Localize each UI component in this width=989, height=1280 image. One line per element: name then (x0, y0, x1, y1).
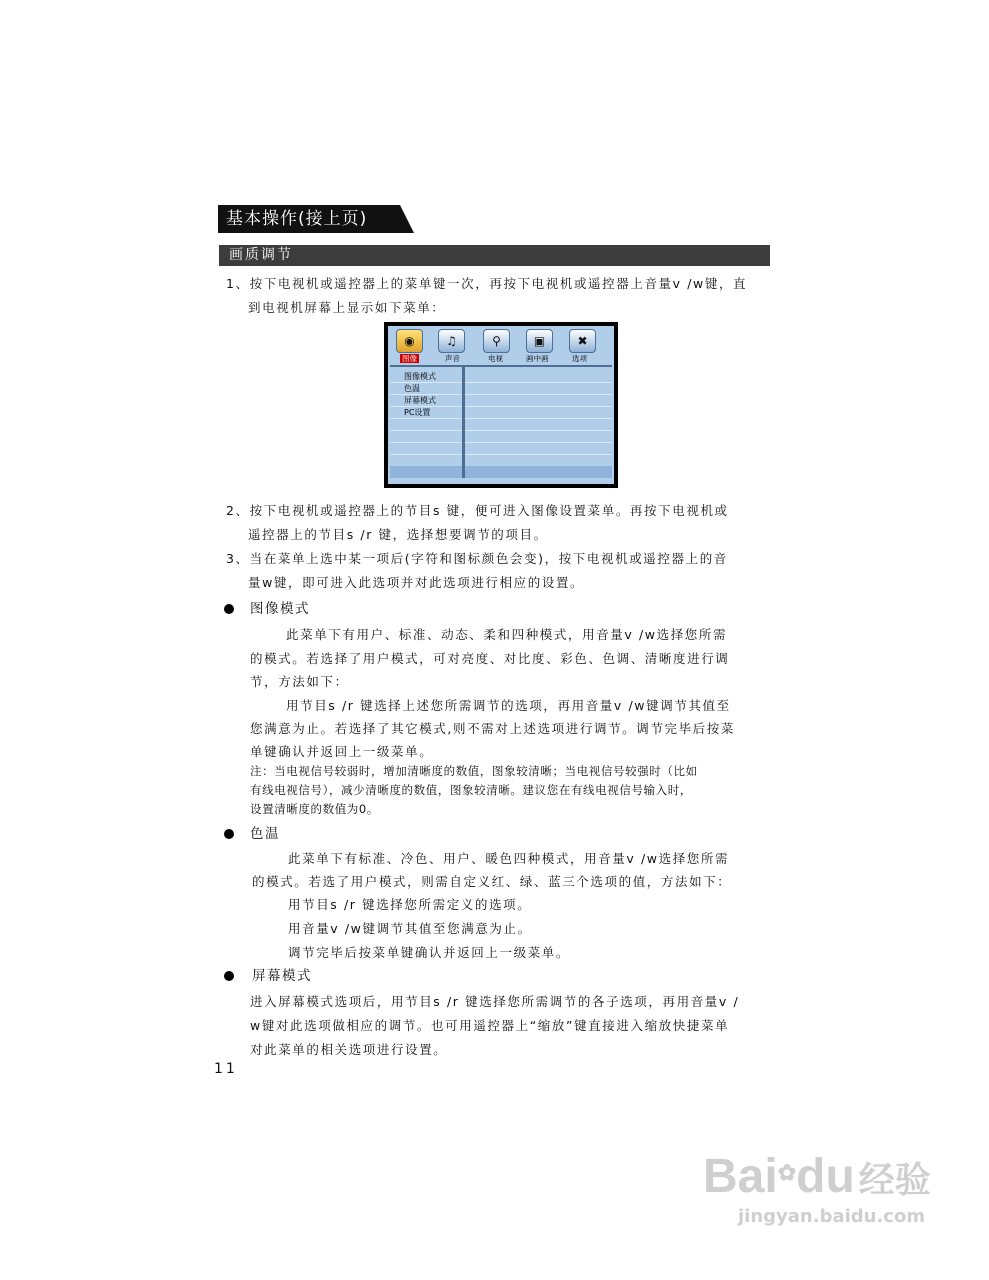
step3-line2: 量w键，即可进入此选项并对此选项进行相应的设置。 (248, 575, 585, 590)
osd-row-line (390, 418, 612, 419)
osd-bottom-band (390, 466, 612, 478)
image-mode-line: 单键确认并返回上一级菜单。 (250, 744, 434, 759)
watermark-logo (703, 1152, 931, 1210)
menu-item-screen-mode[interactable]: 屏幕模式 (404, 396, 436, 405)
color-temp-title: 色温 (250, 826, 280, 842)
section-title: 基本操作(接上页) (226, 209, 368, 229)
pip-icon: ▣ (526, 329, 553, 353)
tab-pip[interactable]: 画中画 (526, 354, 549, 363)
menu-item-color-temp[interactable]: 色温 (404, 384, 420, 393)
watermark-url: jingyan.baidu.com (738, 1206, 926, 1227)
osd-row-line (390, 442, 612, 443)
image-mode-note: 有线电视信号），减少清晰度的数值，图象较清晰。建议您在有线电视信号输入时， (250, 783, 692, 797)
image-mode-line: 此菜单下有用户、标准、动态、柔和四种模式，用音量v /w选择您所需 (286, 627, 728, 642)
step2-line1: 2、按下电视机或遥控器上的节目s 键，便可进入图像设置菜单。再按下电视机或 (226, 503, 729, 518)
screen-mode-line: w键对此选项做相应的调节。也可用遥控器上“缩放”键直接进入缩放快捷菜单 (250, 1018, 730, 1033)
page-number: 11 (214, 1061, 238, 1077)
color-temp-line: 此菜单下有标准、冷色、用户、暖色四种模式，用音量v /w选择您所需 (288, 851, 730, 866)
tv-search-icon: ⚲ (483, 329, 510, 353)
palette-icon: ◉ (396, 329, 423, 353)
paw-icon: ✿ (777, 1160, 797, 1185)
screen-mode-title: 屏幕模式 (252, 968, 312, 984)
image-mode-note: 注：当电视信号较弱时，增加清晰度的数值，图象较清晰；当电视信号较强时（比如 (250, 764, 698, 778)
image-mode-title: 图像模式 (250, 601, 310, 617)
menu-item-pc-settings[interactable]: PC设置 (404, 408, 431, 417)
image-mode-line: 的模式。若选择了用户模式，可对亮度、对比度、彩色、色调、清晰度进行调 (250, 651, 730, 666)
image-mode-note: 设置清晰度的数值为0。 (250, 802, 379, 816)
osd-menu (388, 326, 614, 484)
screen-mode-line: 进入屏幕模式选项后，用节目s /r 键选择您所需调节的各子选项，再用音量v / (250, 994, 740, 1009)
tab-picture[interactable]: 图像 (402, 354, 417, 363)
step1-line1: 1、按下电视机或遥控器上的菜单键一次，再按下电视机或遥控器上音量v /w键，直 (226, 276, 748, 291)
image-mode-line: 您满意为止。若选择了其它模式,则不需对上述选项进行调节。调节完毕后按菜 (250, 721, 735, 736)
color-temp-line: 调节完毕后按菜单键确认并返回上一级菜单。 (288, 945, 571, 960)
tab-sound[interactable]: 声音 (445, 354, 460, 363)
step3-line1: 3、当在菜单上选中某一项后(字符和图标颜色会变)，按下电视机或遥控器上的音 (226, 551, 728, 566)
tab-tv[interactable]: 电视 (488, 354, 503, 363)
subsection-bar (219, 245, 770, 266)
speaker-icon: ♫ (438, 329, 465, 353)
tools-icon: ✖ (569, 329, 596, 353)
osd-row-line (390, 406, 612, 407)
image-mode-line: 用节目s /r 键选择上述您所需调节的选项，再用音量v /w键调节其值至 (286, 698, 731, 713)
screen-mode-line: 对此菜单的相关选项进行设置。 (250, 1042, 448, 1057)
image-mode-line: 节，方法如下： (250, 674, 349, 689)
color-temp-line: 的模式。若选了用户模式，则需自定义红、绿、蓝三个选项的值，方法如下： (252, 874, 732, 889)
osd-row-line (390, 382, 612, 383)
subsection-title: 画质调节 (229, 247, 293, 263)
step2-line2: 遥控器上的节目s /r 键，选择想要调节的项目。 (248, 527, 548, 542)
bullet-icon (224, 971, 234, 981)
color-temp-line: 用节目s /r 键选择您所需定义的选项。 (288, 897, 532, 912)
osd-column-divider (462, 366, 465, 478)
osd-top-divider (390, 365, 612, 367)
step1-line2: 到电视机屏幕上显示如下菜单： (248, 300, 446, 315)
watermark-cn: 经验 (858, 1159, 931, 1200)
watermark-brand: Bai (703, 1150, 778, 1203)
osd-row-line (390, 430, 612, 431)
menu-item-picture-mode[interactable]: 图像模式 (404, 372, 436, 381)
tab-options[interactable]: 选项 (572, 354, 587, 363)
osd-row-line (390, 454, 612, 455)
osd-row-line (390, 394, 612, 395)
bullet-icon (224, 604, 234, 614)
watermark-brand-tail: du (796, 1150, 855, 1203)
bullet-icon (224, 829, 234, 839)
color-temp-line: 用音量v /w键调节其值至您满意为止。 (288, 921, 532, 936)
